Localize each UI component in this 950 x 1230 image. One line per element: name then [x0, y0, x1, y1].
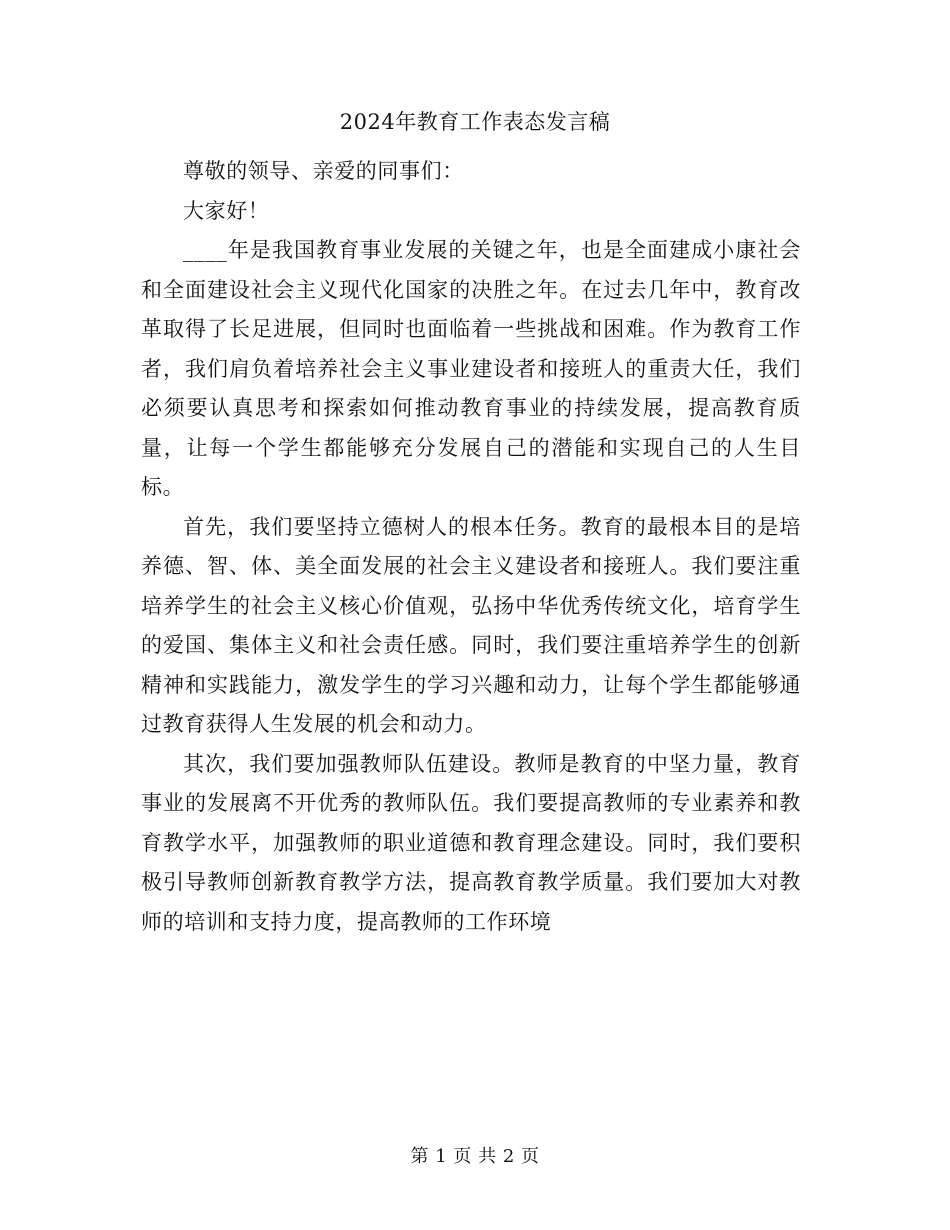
- page-footer: [0, 1142, 950, 1172]
- paragraph-first-point: 首先，我们要坚持立德树人的根本任务。教育的最根本目的是培养德、智、体、美全面发展的社会主义建设者和接班人。我们要注重培养学生的社会主义核心价值观，弘扬中华优秀传统文化，培育学生的爱国、集体主义和社会责任感。同时，我们要注重培养学生的创新精神和实践能力，激发学生的学习兴趣和动力，让每个学生都能够通过教育获得人生发展的机会和动力。: [141, 514, 801, 736]
- greeting: 大家好！: [183, 198, 270, 223]
- document-body: [141, 152, 801, 942]
- paragraph-intro: ____年是我国教育事业发展的关键之年，也是全面建成小康社会和全面建设社会主义现代化国家的决胜之年。在过去几年中，教育改革取得了长足进展，但同时也面临着一些挑战和困难。作为教育工作者，我们肩负着培养社会主义事业建设者和接班人的重责大任，我们必须要认真思考和探索如何推动教育事业的持续发展，提高教育质量，让每一个学生都能够充分发展自己的潜能和实现自己的人生目标。: [141, 238, 801, 499]
- document-title: 2024年教育工作表态发言稿: [339, 110, 611, 134]
- salutation: 尊敬的领导、亲爱的同事们：: [183, 159, 464, 183]
- paragraph-second-point: 其次，我们要加强教师队伍建设。教师是教育的中坚力量，教育事业的发展离不开优秀的教师队伍。我们要提高教师的专业素养和教育教学水平，加强教师的职业道德和教育理念建设。同时，我们要积极引导教师创新教育教学方法，提高教育教学质量。我们要加大对教师的培训和支持力度，提高教师的工作环境: [141, 751, 801, 934]
- page-number-label: 第 1 页 共 2 页: [410, 1146, 540, 1167]
